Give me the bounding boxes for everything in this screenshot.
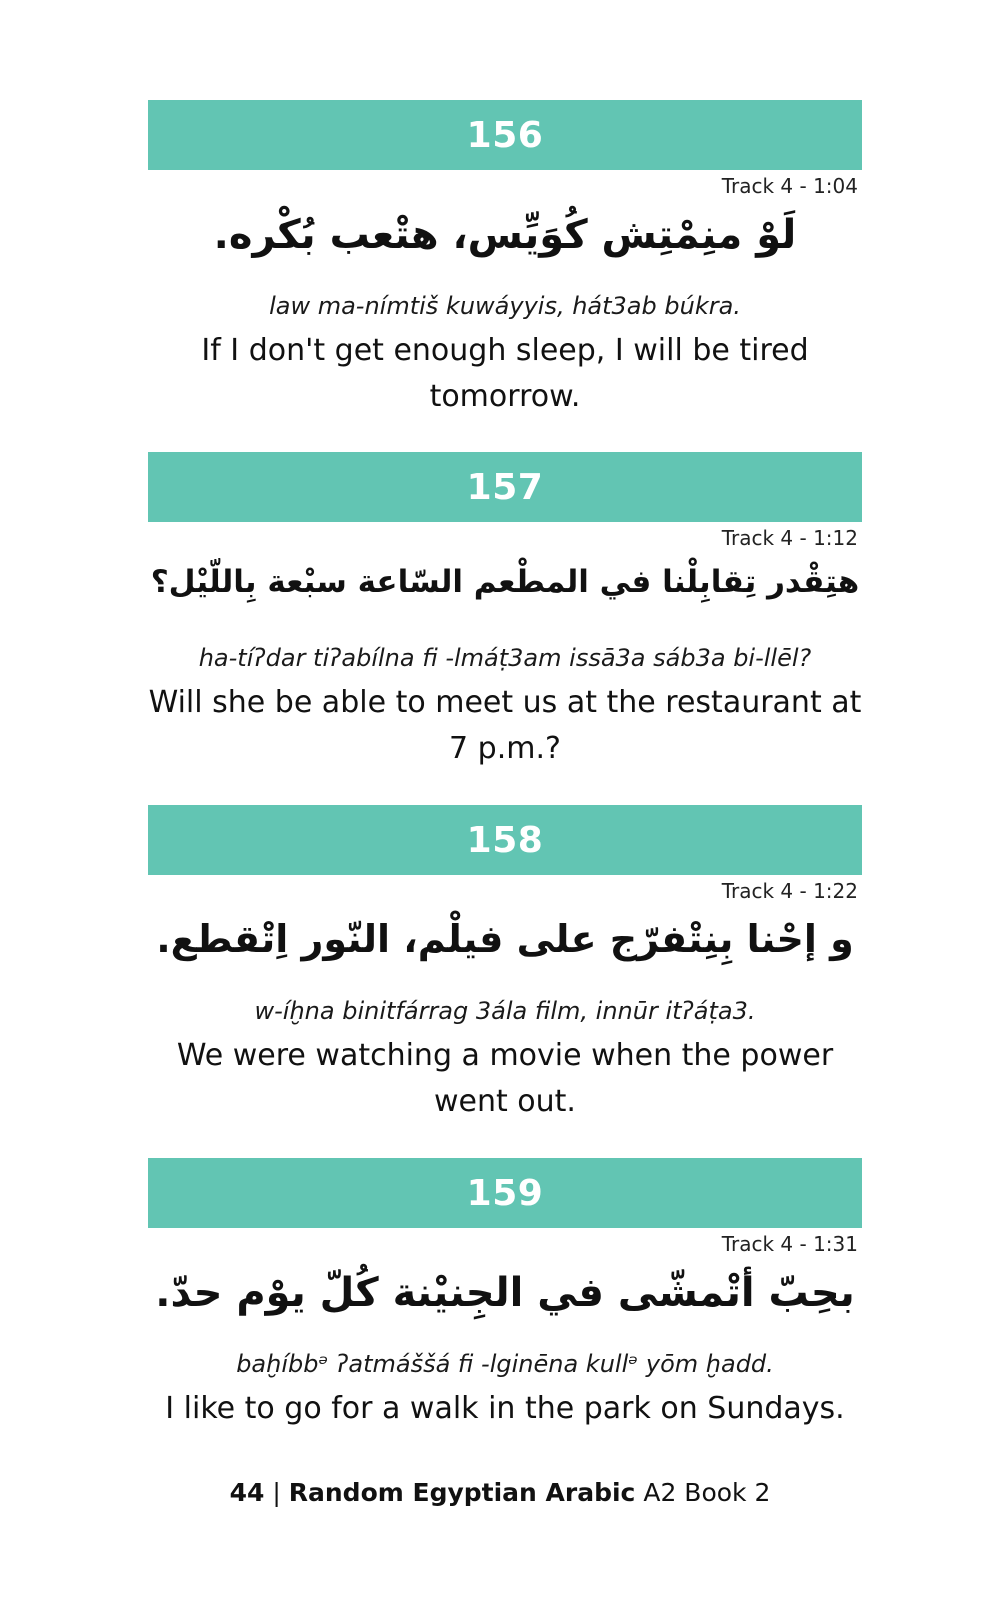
- transliteration: w-íḫna binitfárrag 3ála film, innūr itʔáṭa3.: [254, 997, 756, 1025]
- track-timestamp: Track 4 - 1:04: [721, 174, 858, 198]
- transliteration: law ma-nímtiš kuwáyyis, hát3ab búkra.: [269, 292, 741, 320]
- track-timestamp: Track 4 - 1:31: [721, 1232, 858, 1256]
- entry-header-band: [148, 452, 862, 522]
- english-translation: We were watching a movie when the power went out.: [176, 1038, 834, 1119]
- arabic-sentence: هتِقْدر تِقابِلْنا في المطْعم السّاعة سبْعة بِاللّيْل؟: [150, 564, 860, 600]
- arabic-sentence: بحِبّ أتْمشّى في الجِنيْنة كُلّ يوْم حدّ.: [155, 1270, 855, 1316]
- english-translation: If I don't get enough sleep, I will be tired tomorrow.: [201, 333, 809, 414]
- track-timestamp: Track 4 - 1:22: [721, 879, 858, 903]
- english-translation: Will she be able to meet us at the restaurant at 7 p.m.?: [148, 685, 862, 766]
- entry-number: 159: [466, 1172, 544, 1214]
- entry-header-band: [148, 805, 862, 875]
- page-footer: [0, 1478, 1000, 1507]
- footer-separator: |: [264, 1478, 289, 1507]
- track-timestamp: Track 4 - 1:12: [721, 526, 858, 550]
- book-level: A2 Book 2: [635, 1478, 771, 1507]
- page-number: 44: [229, 1478, 265, 1507]
- book-title: Random Egyptian Arabic: [288, 1478, 636, 1507]
- arabic-sentence: و إحْنا بِنِتْفرّج على فيلْم، النّور اِتْقطع.: [156, 917, 854, 961]
- entry-number: 158: [466, 819, 544, 861]
- arabic-sentence: لَوْ منِمْتِش كُوَيِّس، هتْعب بُكْره.: [213, 212, 797, 258]
- transliteration: baḫíbbᵊ ʔatmáššá fi -lginēna kullᵊ yōm ḫadd.: [236, 1350, 774, 1378]
- english-translation: I like to go for a walk in the park on Sundays.: [165, 1391, 845, 1426]
- entry-header-band: [148, 100, 862, 170]
- entry-number: 157: [466, 466, 544, 508]
- entry-header-band: [148, 1158, 862, 1228]
- transliteration: ha-tíʔdar tiʔabílna fi -lmáṭ3am issā3a sáb3a bi-llēl?: [198, 644, 812, 672]
- entry-number: 156: [466, 114, 544, 156]
